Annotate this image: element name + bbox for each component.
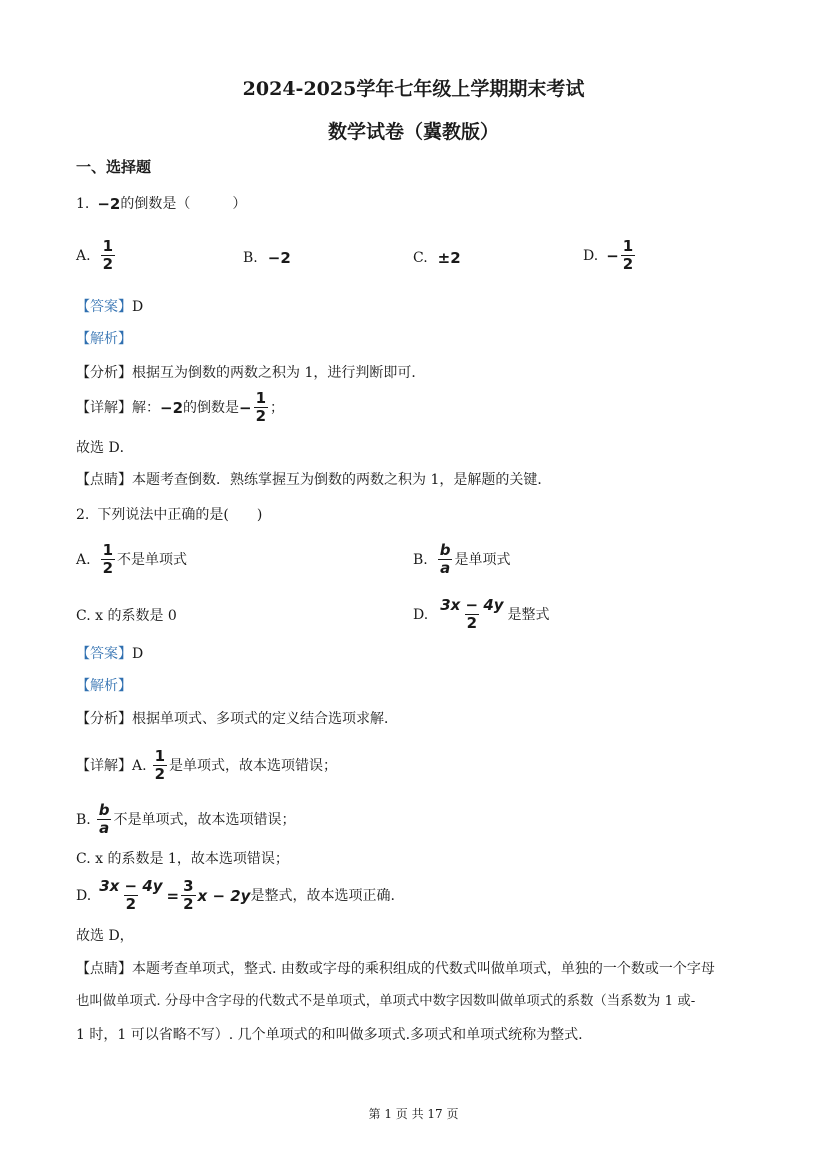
q1-option-c-math: ±2 [437, 249, 461, 267]
xiangjie-d-rest: x − 2y [197, 886, 251, 905]
fraction-denominator: 2 [255, 407, 267, 425]
xiangjie-b-text: 不是单项式，故本选项错误； [113, 811, 296, 828]
fraction-numerator: 3 [183, 877, 194, 895]
xiangjie-b-label: B. [76, 811, 91, 828]
q2-dianjing-line1 [76, 960, 715, 978]
fenxi-text: 根据互为倒数的两数之积为 1，进行判断即可． [132, 365, 426, 381]
page-footer: 第 1 页 共 17 页 [368, 1107, 459, 1121]
xiangjie-a-label: A. [132, 757, 147, 774]
q1-answer [76, 298, 143, 316]
q2-stem-text: 下列说法中正确的是( ) [97, 507, 263, 523]
q2-option-a-text: 不是单项式 [117, 551, 187, 568]
xiangjie-a-fraction [153, 748, 167, 783]
dianjing-text: 本题考查倒数．熟练掌握互为倒数的两数之积为 1，是解题的关键． [132, 472, 552, 488]
fraction-denominator: 2 [622, 255, 634, 273]
section-title: 一、选择题 [76, 158, 152, 176]
xiangjie-d-text: 是整式，故本选项正确. [250, 887, 395, 904]
fraction-numerator: 3x − 4y [440, 596, 504, 614]
q1-stem-text: 的倒数是（ ） [120, 196, 247, 212]
q2-conclusion: 故选 D， [76, 928, 134, 944]
xiangjie-mid: 的倒数是 [183, 399, 240, 416]
xiangjie-tag: 【详解】 [76, 757, 132, 774]
q1-analysis-tag: 【解析】 [76, 331, 132, 347]
q2-option-b-label: B. [413, 551, 428, 568]
fraction-denominator: a [440, 559, 451, 577]
q1-fenxi [76, 364, 425, 382]
fenxi-text: 根据单项式、多项式的定义结合选项求解． [132, 711, 398, 727]
q2-answer [76, 645, 143, 663]
fenxi-tag: 【分析】 [76, 711, 132, 727]
dianjing-tag: 【点睛】 [76, 472, 132, 488]
fraction-numerator: 1 [255, 389, 267, 407]
q2-option-a [76, 542, 187, 577]
q2-option-b-text: 是单项式 [454, 551, 511, 568]
xiangjie-d-fraction-2 [181, 878, 195, 913]
fraction-numerator: 1 [102, 237, 113, 255]
fenxi-tag: 【分析】 [76, 365, 132, 381]
xiangjie-d-equals: = [166, 886, 180, 905]
dianjing-tag: 【点睛】 [76, 961, 132, 977]
q1-option-b [243, 249, 291, 267]
xiangjie-d-label: D. [76, 887, 92, 904]
q2-option-b-fraction [438, 542, 453, 577]
q1-xiangjie [76, 390, 284, 425]
q2-xiangjie-b [76, 802, 296, 837]
q1-option-d-label: D. [583, 247, 599, 264]
xiangjie-sign: − [239, 398, 252, 417]
fraction-denominator: 2 [154, 765, 165, 783]
xiangjie-tag: 【详解】 [76, 399, 132, 416]
fraction-denominator: 2 [125, 895, 137, 913]
dianjing-text-1: 本题考查单项式，整式. 由数或字母的乘积组成的代数式叫做单项式，单独的一个数或一个字母 [132, 961, 715, 977]
q1-conclusion: 故选 D． [76, 440, 134, 456]
q1-stem-math: −2 [97, 195, 121, 213]
q2-option-d [413, 597, 550, 632]
xiangjie-b-fraction [97, 802, 112, 837]
answer-value: D [132, 299, 144, 315]
q1-option-d-fraction [621, 238, 635, 273]
q1-option-a-label: A. [76, 247, 91, 264]
fraction-denominator: a [99, 819, 110, 837]
q1-option-a-fraction [101, 238, 115, 273]
xiangjie-fraction [254, 390, 268, 425]
answer-tag: 【答案】 [76, 299, 132, 315]
q1-option-b-label: B. [243, 250, 258, 266]
q1-option-c [413, 249, 461, 267]
q2-analysis-tag: 【解析】 [76, 678, 132, 694]
q2-xiangjie-a [76, 748, 337, 783]
fraction-denominator: 2 [183, 895, 194, 913]
exam-title: 2024-2025学年七年级上学期期末考试 [242, 78, 585, 100]
q2-option-d-fraction [438, 597, 505, 632]
q2-option-a-fraction [101, 542, 115, 577]
q2-option-a-label: A. [76, 551, 91, 568]
q1-option-b-math: −2 [267, 249, 291, 267]
fraction-denominator: 2 [102, 255, 113, 273]
q1-option-d-sign: − [606, 246, 619, 265]
q2-option-b [413, 542, 511, 577]
q2-dianjing-line2: 也叫做单项式. 分母中含字母的代数式不是单项式，单项式中数字因数叫做单项式的系数（当系数为 1 或- [76, 994, 696, 1009]
answer-value: D [132, 646, 144, 662]
xiangjie-end: ； [270, 399, 285, 416]
answer-tag: 【答案】 [76, 646, 132, 662]
fraction-numerator: 1 [154, 747, 165, 765]
q2-dianjing-line3: 1 时，1 可以省略不写）. 几个单项式的和叫做多项式.多项式和单项式统称为整式. [76, 1027, 583, 1043]
q2-fenxi [76, 710, 398, 728]
q1-dianjing [76, 471, 551, 489]
q2-option-d-text: 是整式 [507, 606, 550, 623]
fraction-denominator: 2 [466, 614, 478, 632]
fraction-numerator: b [439, 541, 451, 559]
q1-stem [76, 195, 246, 213]
q2-stem [76, 506, 262, 524]
xiangjie-a-text: 是单项式，故本选项错误； [169, 757, 337, 774]
fraction-numerator: 1 [622, 237, 634, 255]
q1-option-a [76, 238, 117, 273]
xiangjie-pre: 解： [132, 399, 160, 416]
xiangjie-math: −2 [160, 398, 184, 417]
fraction-numerator: 1 [102, 541, 113, 559]
q1-number: 1. [76, 196, 90, 212]
fraction-numerator: b [98, 801, 110, 819]
q1-option-c-label: C. [413, 250, 428, 266]
q2-option-c: C. x 的系数是 0 [76, 608, 177, 624]
q2-xiangjie-c: C. x 的系数是 1，故本选项错误； [76, 851, 289, 867]
q1-option-d [583, 238, 637, 273]
exam-subtitle: 数学试卷（冀教版） [327, 121, 499, 143]
q2-xiangjie-d [76, 878, 395, 913]
fraction-denominator: 2 [102, 559, 113, 577]
q2-option-d-label: D. [413, 606, 429, 623]
q2-number: 2. [76, 507, 90, 523]
xiangjie-d-fraction [97, 878, 164, 913]
fraction-numerator: 3x − 4y [99, 877, 163, 895]
